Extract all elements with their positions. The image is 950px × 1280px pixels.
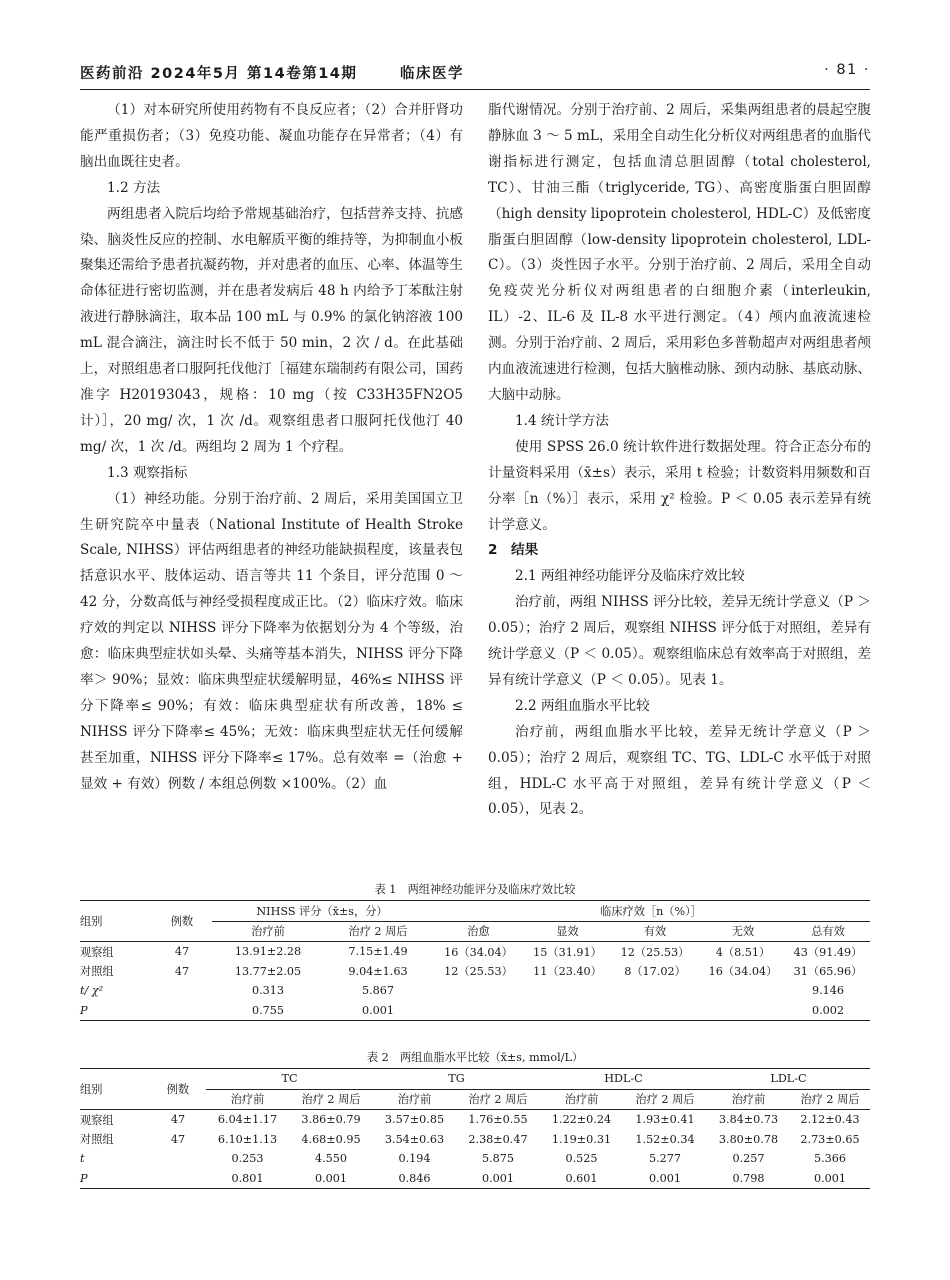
cell: 0.846 xyxy=(373,1169,456,1189)
cell: 0.194 xyxy=(398,1152,431,1166)
cell: 0.801 xyxy=(206,1169,289,1189)
sub-header: 治疗 2 周后 xyxy=(623,1089,707,1110)
sub-header: 治疗 2 周后 xyxy=(790,1089,870,1110)
cell: 9.146 xyxy=(811,984,845,998)
cell xyxy=(610,1001,700,1021)
sub-header: 治疗前 xyxy=(206,1089,289,1110)
table-row xyxy=(80,942,870,962)
cell xyxy=(150,1169,206,1189)
sub-header: 无效 xyxy=(700,921,786,942)
cell: 5.277 xyxy=(648,1152,682,1166)
left-column xyxy=(80,98,463,797)
sub-header: 治疗 2 周后 xyxy=(289,1089,373,1110)
cell xyxy=(610,981,700,1001)
cell xyxy=(432,1001,525,1021)
col-group-header: 组别 xyxy=(80,901,152,942)
cell: 0.001 xyxy=(324,1001,432,1021)
row-label: 对照组 xyxy=(80,1133,114,1147)
observation-paragraph: （1）神经功能。分别于治疗前、2 周后，采用美国国立卫生研究院卒中量表（National Institute of Health Stroke Scale, NIHSS）评估两组患者的神经功能缺损程度，该量表包括意识水平、肢体运动、语言等共 11 个条目，评分范围 0 ～ 42 分，分数高低与神经受损程度成正比。（2）临床疗效。临床疗效的判定以 NIHSS 评分下降率为依据划分为 4 个等级，治愈：临床典型症状如头晕、头痛等基本消失，NIHSS 评分下降率＞ 90%；显效：临床典型症状缓解明显，46%≤ NIHSS 评分下降率≤ 90%；有效：临床典型症状有所改善，18% ≤ NIHSS 评分下降率≤ 45%；无效：临床典型症状无任何缓解甚至加重，NIHSS 评分下降率≤ 17%。总有效率 =（治愈 + 显效 + 有效）例数 / 本组总例数 ×100%。（2）血 xyxy=(80,490,463,792)
row-label: t/ χ² xyxy=(80,984,104,998)
running-header xyxy=(80,62,870,88)
cell xyxy=(152,981,212,1001)
col-group-header: 组别 xyxy=(80,1069,150,1110)
results-2-1-paragraph: 治疗前，两组 NIHSS 评分比较，差异无统计学意义（P ＞ 0.05）；治疗 2 周后，观察组 NIHSS 评分低于对照组，差异有统计学意义（P ＜ 0.05）。观察组临床总有效率高于对照组，差异有统计学意义（P ＜ 0.05）。见表 1。 xyxy=(488,594,871,688)
sub-header: 显效 xyxy=(525,921,610,942)
cell: 0.755 xyxy=(212,1001,324,1021)
cell: 47 xyxy=(174,945,190,959)
cell xyxy=(525,981,610,1001)
table-1 xyxy=(80,880,870,1021)
cell: 1.52±0.34 xyxy=(635,1132,695,1146)
cell: 3.57±0.85 xyxy=(384,1113,445,1127)
cell xyxy=(525,1001,610,1021)
table-2-caption: 表 2 两组血脂水平比较（x̄±s, mmol/L） xyxy=(366,1051,584,1064)
table-row xyxy=(80,981,870,1001)
row-label: P xyxy=(80,1001,152,1021)
cell: 31（65.96） xyxy=(793,965,863,979)
cell: 1.22±0.24 xyxy=(551,1113,612,1127)
sub-header: 治疗前 xyxy=(212,921,324,942)
cell: 0.525 xyxy=(565,1152,598,1166)
heading-1-2: 1.2 方法 xyxy=(107,179,161,196)
table-row xyxy=(80,1149,870,1169)
cell: 5.867 xyxy=(361,984,395,998)
sub-header: 总有效 xyxy=(786,921,870,942)
cell: 3.54±0.63 xyxy=(384,1132,445,1146)
cell: 16（34.04） xyxy=(708,965,778,979)
table-row xyxy=(80,1169,870,1189)
cell: 47 xyxy=(170,1113,186,1127)
row-label: 观察组 xyxy=(80,945,114,959)
cell: 1.76±0.55 xyxy=(468,1113,528,1127)
row-label: P xyxy=(80,1169,150,1189)
table-row xyxy=(80,1001,870,1021)
cell: 0.001 xyxy=(289,1169,373,1189)
heading-2-1: 2.1 两组神经功能评分及临床疗效比较 xyxy=(515,568,745,585)
table-2 xyxy=(80,1048,870,1189)
sub-header: 治疗 2 周后 xyxy=(456,1089,540,1110)
cell: 11（23.40） xyxy=(533,965,602,979)
heading-1-4: 1.4 统计学方法 xyxy=(515,412,609,429)
cell: 13.91±2.28 xyxy=(234,945,302,959)
cell: 0.001 xyxy=(623,1169,707,1189)
table-1-grid xyxy=(80,900,870,1021)
cell xyxy=(700,1001,786,1021)
cell: 2.73±0.65 xyxy=(800,1132,860,1146)
cell: 12（25.53） xyxy=(444,965,513,979)
heading-2: 2 结果 xyxy=(488,542,539,559)
cell: 0.798 xyxy=(707,1169,790,1189)
header-rule xyxy=(80,89,870,90)
cell: 15（31.91） xyxy=(533,945,602,959)
table-row xyxy=(80,962,870,982)
hdl-header: HDL-C xyxy=(540,1069,707,1090)
cell: 6.10±1.13 xyxy=(217,1132,278,1146)
cell: 5.366 xyxy=(813,1152,847,1166)
col-n-header: 例数 xyxy=(150,1069,206,1110)
cell: 0.001 xyxy=(456,1169,540,1189)
table-row xyxy=(80,1110,870,1130)
cell: 0.253 xyxy=(231,1152,264,1166)
row-label: t xyxy=(80,1152,85,1166)
ldl-header: LDL-C xyxy=(707,1069,870,1090)
cell: 7.15±1.49 xyxy=(348,945,408,959)
cell: 3.86±0.79 xyxy=(301,1113,361,1127)
sub-header: 治疗 2 周后 xyxy=(324,921,432,942)
heading-1-3: 1.3 观察指标 xyxy=(107,464,188,481)
cell: 3.80±0.78 xyxy=(718,1132,779,1146)
cell: 16（34.04） xyxy=(444,945,513,959)
row-label: 对照组 xyxy=(80,965,114,979)
cell: 4.550 xyxy=(314,1152,348,1166)
row-label: 观察组 xyxy=(80,1113,114,1127)
exclusion-criteria: （1）对本研究所使用药物有不良反应者；（2）合并肝肾功能严重损伤者；（3）免疫功能、凝血功能存在异常者；（4）有脑出血既往史者。 xyxy=(80,102,463,170)
nihss-header: NIHSS 评分（x̄±s，分） xyxy=(212,901,432,922)
cell: 6.04±1.17 xyxy=(217,1113,278,1127)
methods-paragraph: 两组患者入院后均给予常规基础治疗，包括营养支持、抗感染、脑炎性反应的控制、水电解质平衡的维持等，为抑制血小板聚集还需给予患者抗凝药物，并对患者的血压、心率、体温等生命体征进行密切监测，并在患者发病后 48 h 内给予丁苯酞注射液进行静脉滴注，取本品 100 mL 与 0.9% 的氯化钠溶液 100 mL 混合滴注，滴注时长不低于 50 min，2 次 / d。在此基础上，对照组患者口服阿托伐他汀［福建东瑞制药有限公司，国药准字 H20193043，规格：10 mg（按 C33H35FN2O5 计）］，20 mg/ 次，1 次 /d。观察组患者口服阿托伐他汀 40 mg/ 次，1 次 /d。两组均 2 周为 1 个疗程。 xyxy=(80,205,463,455)
right-column xyxy=(488,98,871,823)
sub-header: 治疗前 xyxy=(707,1089,790,1110)
cell: 0.313 xyxy=(251,984,285,998)
cell: 2.38±0.47 xyxy=(468,1132,528,1146)
results-2-2-paragraph: 治疗前，两组血脂水平比较，差异无统计学意义（P ＞ 0.05）；治疗 2 周后，观察组 TC、TG、LDL-C 水平低于对照组，HDL-C 水平高于对照组，差异有统计学意义（P ＜ 0.05），见表 2。 xyxy=(488,723,871,818)
cell xyxy=(150,1149,206,1169)
cell: 47 xyxy=(170,1132,186,1146)
cell: 1.93±0.41 xyxy=(635,1113,695,1127)
cell: 47 xyxy=(174,964,190,978)
journal-info: 医药前沿 2024年5月 第14卷第14期 xyxy=(80,66,358,82)
sub-header: 有效 xyxy=(610,921,700,942)
heading-2-2: 2.2 两组血脂水平比较 xyxy=(515,697,650,714)
tg-header: TG xyxy=(373,1069,540,1090)
efficacy-header: 临床疗效［n（%）］ xyxy=(432,901,870,922)
sub-header: 治疗前 xyxy=(373,1089,456,1110)
statistics-paragraph: 使用 SPSS 26.0 统计软件进行数据处理。符合正态分布的计量资料采用（x̄±s）表示，采用 t 检验；计数资料用频数和百分率［n（%）］表示，采用 χ² 检验。P ＜ 0.05 表示差异有统计学意义。 xyxy=(488,438,871,533)
cell: 2.12±0.43 xyxy=(800,1113,860,1127)
sub-header: 治疗前 xyxy=(540,1089,623,1110)
cell: 0.257 xyxy=(732,1152,765,1166)
cell: 13.77±2.05 xyxy=(234,964,302,978)
table-row xyxy=(80,1130,870,1150)
cell xyxy=(432,981,525,1001)
cell: 4.68±0.95 xyxy=(301,1132,361,1146)
cell: 0.601 xyxy=(540,1169,623,1189)
tc-header: TC xyxy=(206,1069,373,1090)
col-n-header: 例数 xyxy=(152,901,212,942)
table-2-grid xyxy=(80,1068,870,1189)
lipid-paragraph: 脂代谢情况。分别于治疗前、2 周后，采集两组患者的晨起空腹静脉血 3 ～ 5 mL，采用全自动生化分析仪对两组患者的血脂代谢指标进行测定，包括血清总胆固醇（total cholesterol, TC）、甘油三酯（triglyceride, TG）、高密度脂蛋白胆固醇（high density lipoprotein cholesterol, HDL-C）及低密度脂蛋白胆固醇（low-density lipoprotein cholesterol, LDL-C）。（3）炎性因子水平。分别于治疗前、2 周后，采用全自动免疫荧光分析仪对两组患者的白细胞介素（interleukin, IL）-2、IL-6 及 IL-8 水平进行测定。（4）颅内血液流速检测。分别于治疗前、2 周后，采用彩色多普勒超声对两组患者颅内血液流速进行检测，包括大脑椎动脉、颈内动脉、基底动脉、大脑中动脉。 xyxy=(488,102,871,403)
cell xyxy=(700,981,786,1001)
cell: 8（17.02） xyxy=(624,965,686,979)
table-1-caption: 表 1 两组神经功能评分及临床疗效比较 xyxy=(374,883,576,896)
cell: 0.001 xyxy=(790,1169,870,1189)
cell xyxy=(152,1001,212,1021)
cell: 1.19±0.31 xyxy=(551,1132,612,1146)
cell: 12（25.53） xyxy=(620,945,690,959)
cell: 3.84±0.73 xyxy=(718,1113,779,1127)
page-number: · 81 · xyxy=(824,62,870,78)
cell: 9.04±1.63 xyxy=(348,964,408,978)
sub-header: 治愈 xyxy=(432,921,525,942)
cell: 0.002 xyxy=(786,1001,870,1021)
cell: 4（8.51） xyxy=(715,945,771,959)
cell: 43（91.49） xyxy=(793,945,863,959)
cell: 5.875 xyxy=(481,1152,515,1166)
section-name: 临床医学 xyxy=(400,66,464,82)
